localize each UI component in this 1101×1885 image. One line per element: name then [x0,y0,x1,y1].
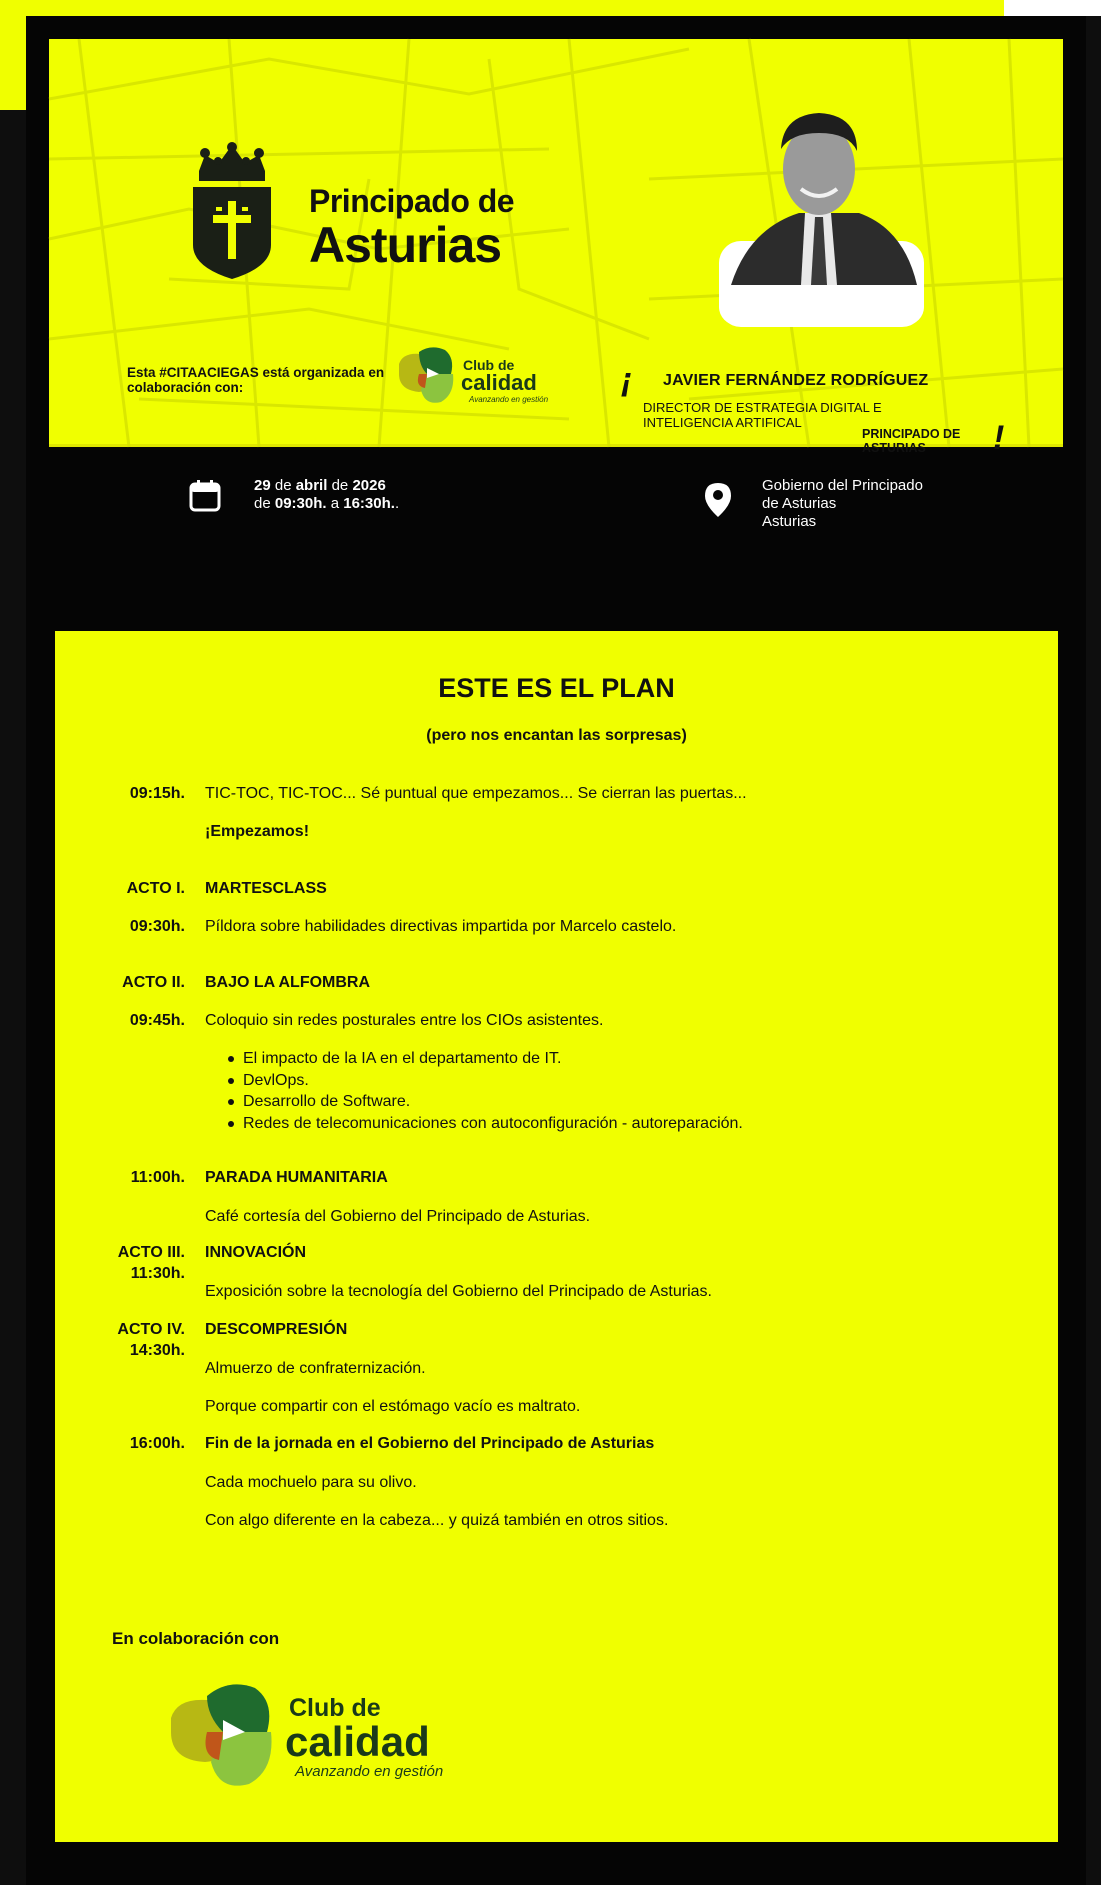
location-line-2: de Asturias [762,495,837,512]
agenda-text: Píldora sobre habilidades directivas impartida por Marcelo castelo. [205,918,677,935]
date-month: abril [295,477,328,494]
speaker-photo [709,89,929,329]
agenda-text: DESCOMPRESIÓN [205,1321,348,1338]
time-de: de [254,495,271,512]
agenda-label: 09:45h. [129,1012,185,1029]
club-logo-line2: calidad [461,370,537,395]
speaker-org: PRINCIPADO DE ASTURIAS [862,427,961,455]
agenda-text: Exposición sobre la tecnología del Gobierno del Principado de Asturias. [205,1283,712,1300]
date-year: 2026 [352,477,386,494]
club-logo-line1: Club de [289,1694,381,1722]
date-de-2: de [331,477,349,494]
time-start: 09:30h. [274,495,327,512]
club-de-calidad-logo [397,344,547,410]
calendar-icon [189,480,221,512]
header-banner [49,39,1063,457]
crown-crest-icon [191,143,273,279]
list-item: DevlOps. [243,1070,1023,1092]
location-line-3: Asturias [762,513,817,530]
list-item: Desarrollo de Software. [243,1091,1023,1113]
agenda-text: Almuerzo de confraternización. [205,1360,426,1377]
club-logo-line2: calidad [285,1718,430,1765]
agenda-text: Fin de la jornada en el Gobierno del Principado de Asturias [205,1435,655,1452]
agenda-text: INNOVACIÓN [205,1244,307,1261]
list-item: Redes de telecomunicaciones con autoconfiguración - autoreparación. [243,1113,1023,1135]
club-de-calidad-logo [167,1676,444,1796]
agenda-label: ACTO II. [122,974,185,991]
agenda-label: 16:00h. [129,1435,185,1452]
plan-subtitle: (pero nos encantan las sorpresas) [426,727,687,744]
time-end: 16:30h. [343,495,395,512]
brand-title [309,183,514,271]
brand-line-2: Asturias [309,217,502,273]
agenda-text: Cada mochuelo para su olivo. [205,1474,417,1491]
plan-section [55,631,1058,1842]
agenda-text: BAJO LA ALFOMBRA [205,974,371,991]
event-date [254,477,399,513]
agenda-text: Con algo diferente en la cabeza... y quizá también en otros sitios. [205,1512,669,1529]
plan-title: ESTE ES EL PLAN [438,673,675,703]
club-logo-tagline: Avanzando en gestión [295,1763,444,1780]
agenda-label: ACTO IV. [117,1321,185,1338]
topic-list [243,1048,1023,1134]
date-day: 29 [254,477,271,494]
agenda-text: MARTESCLASS [205,880,327,897]
agenda-label: 09:15h. [129,785,185,802]
organized-text: Esta #CITAACIEGAS está organizada en colaboración con: [127,365,385,395]
speaker-exclaim-open: ¡ [621,361,633,399]
agenda-text: Café cortesía del Gobierno del Principado de Asturias. [205,1208,591,1225]
location-line-1: Gobierno del Principado [762,477,923,494]
speaker-role: DIRECTOR DE ESTRATEGIA DIGITAL E INTELIGENCIA ARTIFICAL [643,400,882,430]
agenda-label: ACTO III. [117,1244,185,1261]
date-de-1: de [274,477,292,494]
speaker-name: JAVIER FERNÁNDEZ RODRÍGUEZ [663,372,929,389]
map-pin-icon [705,483,731,517]
speaker-exclaim-close: ! [993,419,1005,457]
event-info [49,450,1063,545]
time-dot: . [394,495,400,512]
agenda-label: ACTO I. [126,880,185,897]
agenda-text: PARADA HUMANITARIA [205,1169,388,1186]
agenda-text: ¡Empezamos! [205,823,310,840]
brand-line-1: Principado de [309,183,515,219]
club-logo-tagline: Avanzando en gestión [469,395,549,404]
time-a: a [330,495,340,512]
event-location [762,477,923,531]
club-logo-line1: Club de [463,357,515,373]
agenda-label: 14:30h. [129,1342,185,1359]
agenda-text: Porque compartir con el estómago vacío es maltrato. [205,1398,581,1415]
agenda-text: Coloquio sin redes posturales entre los CIOs asistentes. [205,1012,604,1029]
agenda-text: TIC-TOC, TIC-TOC... Sé puntual que empezamos... Se cierran las puertas... [205,785,747,802]
agenda-label: 11:00h. [130,1169,185,1186]
top-white-strip [1004,0,1101,16]
agenda-label: 09:30h. [129,918,185,935]
collaboration-title: En colaboración con [112,1629,280,1648]
agenda-label: 11:30h. [130,1265,185,1282]
list-item: El impacto de la IA en el departamento de IT. [243,1048,1023,1070]
